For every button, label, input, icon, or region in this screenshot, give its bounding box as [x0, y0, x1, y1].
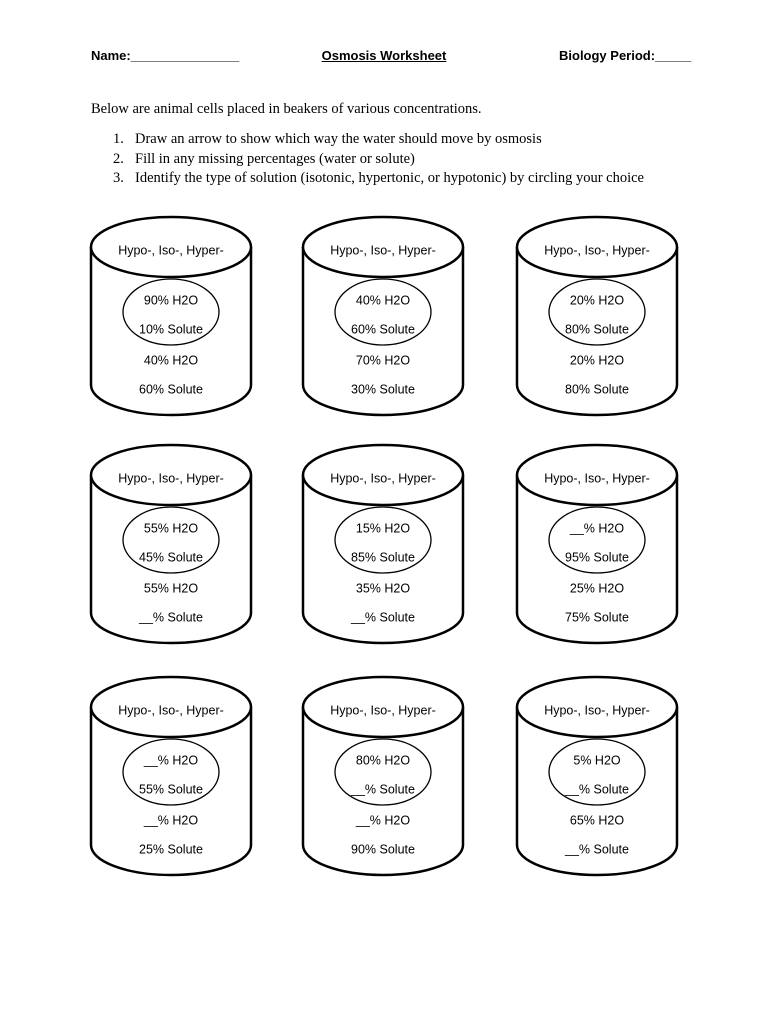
cell-solute-percent: 80% Solute	[565, 322, 629, 337]
solution-type-choices: Hypo-, Iso-, Hyper-	[330, 471, 436, 486]
outside-water-percent: 25% H2O	[569, 581, 625, 596]
outside-water-percent: 35% H2O	[355, 581, 411, 596]
cell-water-percent: 5% H2O	[573, 753, 621, 768]
cell-solute-percent: __% Solute	[565, 782, 629, 797]
instruction-text: Identify the type of solution (isotonic, hypertonic, or hypotonic) by circling your choice	[135, 170, 644, 186]
outside-water-percent: 70% H2O	[355, 353, 411, 368]
beaker	[91, 445, 251, 643]
outside-water-percent: __% H2O	[143, 813, 199, 828]
cell-water-percent: 20% H2O	[569, 293, 625, 308]
outside-water-percent: __% H2O	[355, 813, 411, 828]
solution-type-choices: Hypo-, Iso-, Hyper-	[330, 703, 436, 718]
cell-water-percent: __% H2O	[569, 521, 625, 536]
outside-solute-percent: __% Solute	[351, 610, 415, 625]
solution-type-choices: Hypo-, Iso-, Hyper-	[544, 471, 650, 486]
outside-water-percent: 40% H2O	[143, 353, 199, 368]
outside-solute-percent: __% Solute	[565, 842, 629, 857]
period-field-label: Biology Period:_____	[559, 48, 692, 63]
beaker	[91, 217, 251, 415]
outside-solute-percent: 25% Solute	[139, 842, 203, 857]
beaker	[303, 217, 463, 415]
solution-type-choices: Hypo-, Iso-, Hyper-	[330, 243, 436, 258]
beaker	[517, 677, 677, 875]
outside-water-percent: 20% H2O	[569, 353, 625, 368]
cell-water-percent: 55% H2O	[143, 521, 199, 536]
cell-solute-percent: 85% Solute	[351, 550, 415, 565]
solution-type-choices: Hypo-, Iso-, Hyper-	[118, 703, 224, 718]
cell-solute-percent: 10% Solute	[139, 322, 203, 337]
worksheet-title: Osmosis Worksheet	[321, 48, 447, 63]
beaker	[517, 217, 677, 415]
cell-water-percent: 80% H2O	[355, 753, 411, 768]
outside-water-percent: 55% H2O	[143, 581, 199, 596]
cell-solute-percent: 45% Solute	[139, 550, 203, 565]
cell-solute-percent: __% Solute	[351, 782, 415, 797]
cell-solute-percent: 60% Solute	[351, 322, 415, 337]
cell-water-percent: 90% H2O	[143, 293, 199, 308]
solution-type-choices: Hypo-, Iso-, Hyper-	[544, 243, 650, 258]
beaker	[91, 677, 251, 875]
cell-water-percent: 40% H2O	[355, 293, 411, 308]
outside-solute-percent: 30% Solute	[351, 382, 415, 397]
outside-solute-percent: 90% Solute	[351, 842, 415, 857]
beaker	[303, 677, 463, 875]
outside-solute-percent: 60% Solute	[139, 382, 203, 397]
intro-text: Below are animal cells placed in beakers of various concentrations.	[91, 101, 482, 117]
cell-water-percent: __% H2O	[143, 753, 199, 768]
outside-solute-percent: 80% Solute	[565, 382, 629, 397]
instruction-text: Fill in any missing percentages (water or solute)	[135, 151, 415, 167]
cell-solute-percent: 95% Solute	[565, 550, 629, 565]
outside-solute-percent: __% Solute	[139, 610, 203, 625]
beaker	[303, 445, 463, 643]
instruction-number: 3.	[113, 170, 124, 186]
cell-solute-percent: 55% Solute	[139, 782, 203, 797]
outside-solute-percent: 75% Solute	[565, 610, 629, 625]
beaker	[517, 445, 677, 643]
instruction-text: Draw an arrow to show which way the water should move by osmosis	[135, 131, 542, 147]
instruction-number: 1.	[113, 131, 124, 147]
instruction-number: 2.	[113, 151, 124, 167]
solution-type-choices: Hypo-, Iso-, Hyper-	[544, 703, 650, 718]
name-field-label: Name:_______________	[91, 48, 240, 63]
outside-water-percent: 65% H2O	[569, 813, 625, 828]
solution-type-choices: Hypo-, Iso-, Hyper-	[118, 471, 224, 486]
cell-water-percent: 15% H2O	[355, 521, 411, 536]
solution-type-choices: Hypo-, Iso-, Hyper-	[118, 243, 224, 258]
